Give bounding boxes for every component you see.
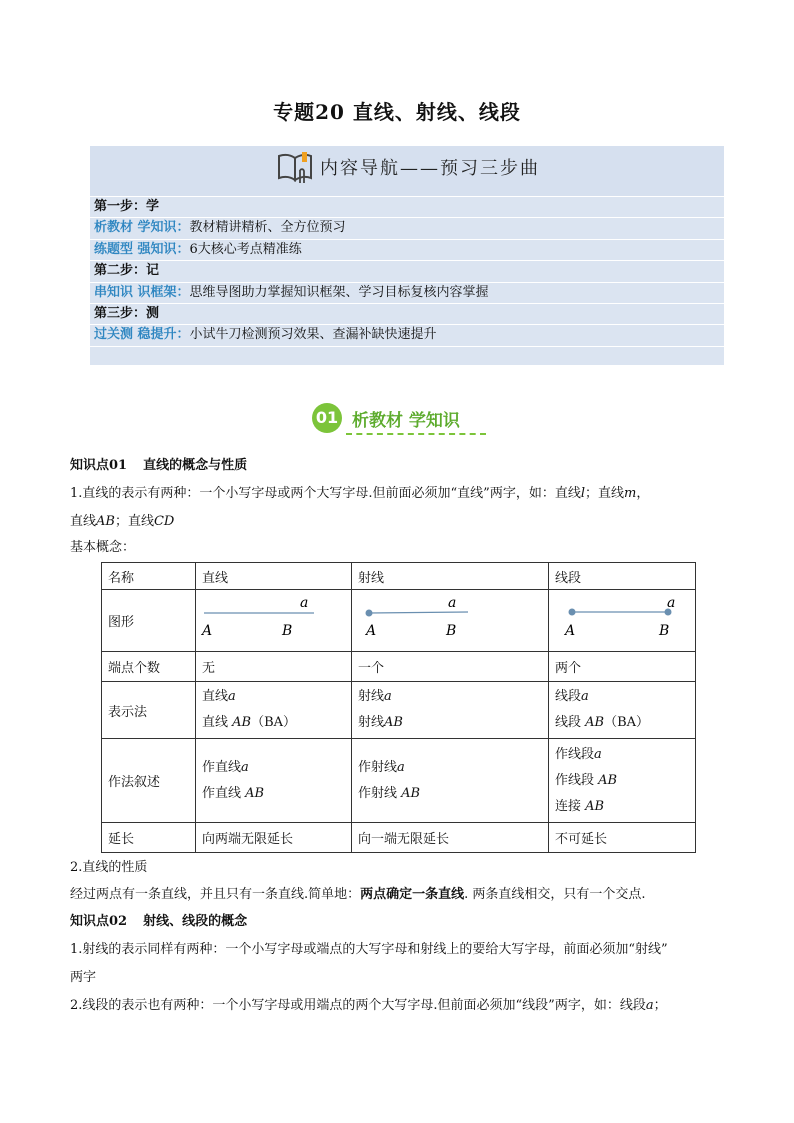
- ray-figure: [352, 591, 548, 651]
- ray-shape: [369, 612, 468, 613]
- text: 作线段: [555, 772, 595, 788]
- text: 作射线: [358, 785, 398, 801]
- table-cell: [196, 682, 352, 739]
- nav-row: [90, 196, 724, 217]
- table-header-cell: 名称: [102, 563, 196, 590]
- table-row: [102, 682, 696, 739]
- nav-key: 析教材 学知识：: [94, 220, 190, 236]
- math-var: a: [581, 689, 589, 704]
- table-row: [102, 590, 696, 652]
- label-B: B: [446, 622, 457, 639]
- nav-text: 小试牛刀检测预习效果、查漏补缺快速提升: [189, 327, 437, 343]
- knowledge-point-heading: [70, 454, 247, 473]
- math-var: a: [241, 759, 249, 775]
- label-a: a: [448, 594, 457, 611]
- segment-figure-cell: [549, 590, 696, 652]
- kp-title: 射线、线段的概念: [143, 914, 248, 929]
- paragraph: [70, 510, 174, 529]
- kp-label: 知识点01: [70, 458, 128, 473]
- concept-table: [101, 562, 696, 853]
- math-var: a: [645, 998, 654, 1013]
- section-label: 析教材 学知识: [352, 411, 460, 431]
- table-cell: 延长: [102, 823, 196, 853]
- text: 线段: [555, 715, 582, 730]
- text: 直线: [202, 715, 229, 730]
- table-cell: 作法叙述: [102, 739, 196, 823]
- math-var: l: [580, 486, 586, 501]
- knowledge-point-heading: [70, 910, 247, 929]
- nav-text: 6大核心考点精准练: [189, 241, 302, 257]
- math-var: AB: [384, 715, 403, 730]
- nav-row: [90, 239, 724, 260]
- navigation-title: 内容导航——预习三步曲: [320, 158, 540, 179]
- text: 射线: [358, 715, 385, 730]
- label-a: a: [667, 594, 676, 611]
- table-cell: [352, 739, 549, 823]
- paragraph: [70, 994, 667, 1013]
- nav-row: [90, 324, 724, 345]
- table-header-cell: 线段: [549, 563, 696, 590]
- ray-endpoint: [366, 609, 373, 616]
- table-cell: [549, 682, 696, 739]
- nav-row: [90, 260, 724, 281]
- kp-title: 直线的概念与性质: [143, 458, 248, 473]
- label-B: B: [282, 622, 293, 639]
- text: 连接: [555, 798, 582, 814]
- table-cell: 一个: [352, 652, 549, 682]
- text: 线段: [555, 689, 582, 704]
- math-var: CD: [153, 514, 175, 529]
- math-var: AB: [232, 715, 252, 730]
- text: 2.线段的表示也有两种：一个小写字母或用端点的两个大写字母.但前面必须加“线段”两字，如：线段: [70, 998, 646, 1013]
- paragraph: 两字: [70, 970, 97, 985]
- math-var: a: [384, 689, 392, 704]
- paragraph: [70, 883, 646, 902]
- text: 作线段: [555, 746, 595, 762]
- line-figure: [196, 591, 351, 651]
- section-number: 01: [312, 403, 342, 433]
- table-cell: [352, 682, 549, 739]
- table-cell: [196, 739, 352, 823]
- table-row: [102, 823, 696, 853]
- text: ；: [653, 998, 667, 1013]
- table-row: [102, 652, 696, 682]
- book-icon: [276, 150, 316, 190]
- label-a: a: [300, 594, 309, 611]
- text: （BA）: [604, 715, 650, 730]
- nav-row: [90, 217, 724, 238]
- math-var: AB: [96, 514, 115, 529]
- nav-key: 练题型 强知识：: [94, 241, 190, 257]
- table-cell: [549, 739, 696, 823]
- table-row: [102, 563, 696, 590]
- label-A: A: [565, 622, 576, 639]
- table-cell: 不可延长: [549, 823, 696, 853]
- text: 经过两点有一条直线，并且只有一条直线.简单地：: [70, 887, 361, 902]
- nav-row-empty: [90, 346, 724, 367]
- kp-label: 知识点02: [70, 914, 128, 929]
- ray-figure-cell: [352, 590, 549, 652]
- paragraph: 2.直线的性质: [70, 860, 148, 875]
- text: 作直线: [202, 759, 242, 775]
- text: 作直线: [202, 785, 242, 801]
- step-label: 第一步：学: [94, 199, 160, 214]
- text: ；直线: [114, 514, 154, 529]
- label-A: A: [366, 622, 377, 639]
- table-row: [102, 739, 696, 823]
- bold-text: 两点确定一条直线: [360, 887, 465, 902]
- text: 作射线: [358, 759, 398, 775]
- page-title: 专题20 直线、射线、线段: [273, 100, 521, 124]
- table-cell: 向两端无限延长: [196, 823, 352, 853]
- table-header-cell: 直线: [196, 563, 352, 590]
- text: 直线: [70, 514, 97, 529]
- table-cell: 图形: [102, 590, 196, 652]
- table-cell: 表示法: [102, 682, 196, 739]
- paragraph: 1.射线的表示同样有两种：一个小写字母或端点的大写字母和射线上的要给大写字母，前面必须加“射线”: [70, 942, 668, 957]
- basic-concepts-label: 基本概念：: [70, 540, 136, 555]
- navigation-header: [90, 146, 724, 196]
- table-cell: 向一端无限延长: [352, 823, 549, 853]
- text: 直线: [202, 689, 229, 704]
- segment-endpoint: [569, 608, 576, 615]
- nav-key: 串知识 识框架：: [94, 284, 190, 300]
- step-label: 第三步：测: [94, 305, 160, 321]
- table-cell: 端点个数: [102, 652, 196, 682]
- text: 1.直线的表示有两种：一个小写字母或两个大写字母.但前面必须加“直线”两字，如：直线: [70, 486, 581, 501]
- nav-text: 教材精讲精析、全方位预习: [189, 220, 346, 236]
- table-cell: 无: [196, 652, 352, 682]
- table-header-cell: 射线: [352, 563, 549, 590]
- math-var: m: [624, 486, 637, 501]
- label-A: A: [202, 622, 213, 639]
- nav-row: [90, 303, 724, 324]
- math-var: AB: [245, 785, 265, 801]
- text: ，: [636, 486, 650, 501]
- math-var: a: [594, 746, 602, 762]
- table-cell: 两个: [549, 652, 696, 682]
- step-label: 第二步：记: [94, 263, 160, 279]
- segment-figure: [549, 591, 695, 651]
- nav-key: 过关测 稳提升：: [94, 327, 190, 343]
- label-B: B: [659, 622, 670, 639]
- line-figure-cell: [196, 590, 352, 652]
- section-underline: [346, 433, 486, 435]
- text: （BA）: [251, 715, 297, 730]
- math-var: AB: [598, 772, 618, 788]
- text: ；直线: [585, 486, 625, 501]
- text: 射线: [358, 689, 385, 704]
- math-var: AB: [401, 785, 421, 801]
- content-navigation-box: [90, 146, 724, 365]
- nav-text: 思维导图助力掌握知识框架、学习目标复核内容掌握: [189, 284, 489, 300]
- math-var: a: [228, 689, 236, 704]
- paragraph: [70, 482, 649, 501]
- math-var: a: [397, 759, 405, 775]
- section-heading: [312, 402, 487, 436]
- math-var: AB: [585, 715, 605, 730]
- text: . 两条直线相交，只有一个交点.: [464, 887, 646, 902]
- math-var: AB: [585, 798, 605, 814]
- nav-row: [90, 282, 724, 303]
